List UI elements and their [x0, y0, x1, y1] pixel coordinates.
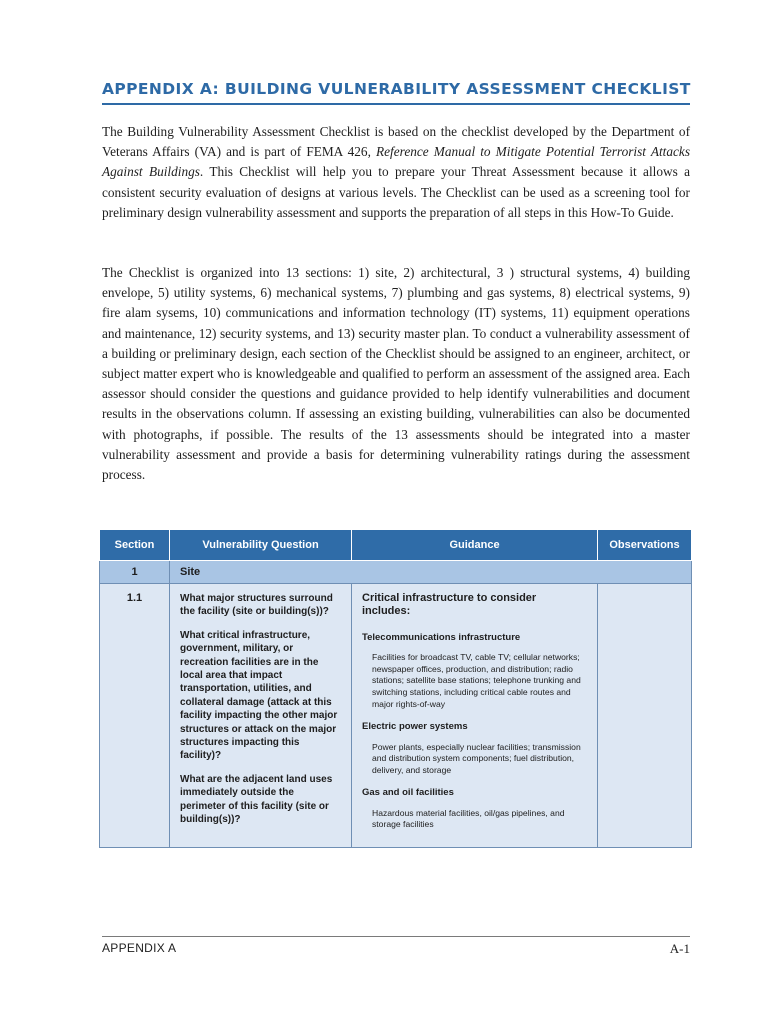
checklist-table	[99, 529, 692, 848]
section-number: 1	[100, 561, 170, 584]
header-observations: Observations	[598, 530, 692, 561]
intro-paragraph	[102, 122, 690, 223]
organization-paragraph: The Checklist is organized into 13 sections: 1) site, 2) architectural, 3 ) structural systems, 4) building envelope, 5) utility systems, 6) mechanical systems, 7) plumbing and gas systems, 8) electrical systems, 9) fire alam sysems, 10) communications and information technology (IT) systems, 11) equipment operations and maintenance, 12) security systems, and 13) security master plan. To conduct a vulnerability assessment of a building or preliminary design, each section of the Checklist should be assigned to an engineer, architect, or subject matter expert who is knowledgeable and qualified to perform an assessment of the assigned area. Each assessor should consider the questions and guidance provided to help identify vulnerabilities and document results in the observations column. If assessing an existing building, vulnerabilities can also be documented with photographs, if possible. The results of the 13 assessments should be integrated into a master vulnerability assessment and provide a basis for determining vulnerability ratings during the assessment process.	[102, 265, 690, 483]
question-cell	[170, 584, 352, 848]
header-guidance: Guidance	[352, 530, 598, 561]
guidance-cell	[352, 584, 598, 848]
header-vulnerability-question: Vulnerability Question	[170, 530, 352, 561]
guidance-heading: Critical infrastructure to consider includes:	[362, 592, 537, 618]
section-row	[100, 561, 692, 584]
guidance-subheading-electric: Electric power systems	[362, 721, 468, 733]
reference-title: Reference Manual to Mitigate Potential Terrorist Attacks Against Buildings	[102, 144, 690, 180]
guidance-text-gas-oil: Hazardous material facilities, oil/gas pipelines, and storage facilities	[372, 807, 565, 830]
intro-text-start: The Building Vulnerability Assessment Checklist is based on the checklist developed by the Department of Veterans Affairs (VA) and is part of FEMA 426,	[102, 124, 690, 160]
question-1: What major structures surround the facility (site or building(s))?	[180, 593, 333, 618]
page-title: APPENDIX A: BUILDING VULNERABILITY ASSESSMENT CHECKLIST	[102, 80, 691, 98]
header-section: Section	[100, 530, 170, 561]
page-number: A-1	[669, 941, 690, 956]
intro-text-end: . This Checklist will help you to prepare your Threat Assessment because it allows a consistent security evaluation of designs at various levels. The Checklist can be used as a screening tool for preliminary design vulnerability assessment and supports the preparation of all steps in this How-To Guide.	[102, 164, 690, 220]
footer-rule	[102, 936, 690, 937]
guidance-subheading-gas-oil: Gas and oil facilities	[362, 787, 454, 799]
guidance-text-telecom: Facilities for broadcast TV, cable TV; cellular networks; newspaper offices, production, and distribution; radio stations; satellite base stations; telephone trunking and switching stations, including critical cable routes and major rights-of-way	[372, 652, 581, 709]
section-name: Site	[170, 561, 692, 584]
table-header-row	[100, 530, 692, 561]
title-rule	[102, 103, 690, 105]
footer-appendix-label: APPENDIX A	[102, 941, 177, 955]
guidance-text-electric: Power plants, especially nuclear facilities; transmission and distribution system components; fuel distribution, delivery, and storage	[372, 741, 581, 775]
question-2: What critical infrastructure, government, military, or recreation facilities are in the local area that impact transportation, utilities, and collateral damage (attack at this facility impacting the other major structures or attack on the major structures impacting this facility)?	[180, 629, 338, 762]
guidance-subheading-telecom: Telecommunications infrastructure	[362, 631, 521, 643]
observations-cell	[598, 584, 692, 848]
table-row	[100, 584, 692, 848]
question-3: What are the adjacent land uses immediately outside the perimeter of this facility (site or building(s))?	[180, 773, 333, 826]
row-number: 1.1	[100, 584, 170, 848]
